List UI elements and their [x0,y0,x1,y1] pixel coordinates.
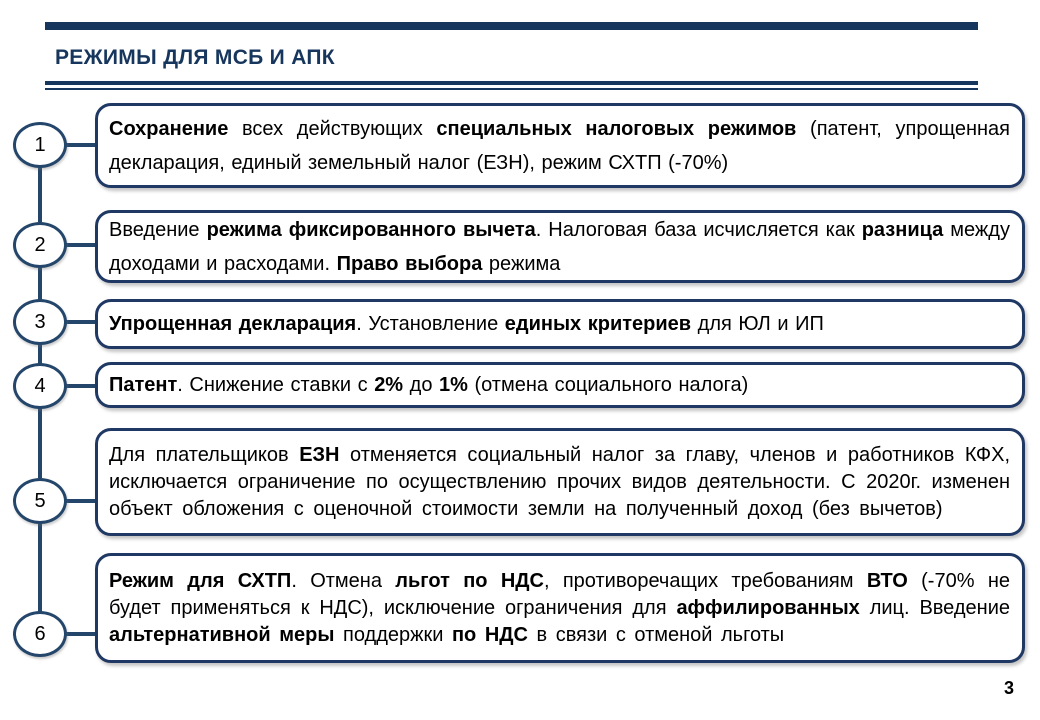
step-text-4: Патент. Снижение ставки с 2% до 1% (отмена социального налога) [109,374,749,396]
step-number-4: 4 [34,374,46,397]
step-text-2: Введение режима фиксированного вычета. Налоговая база исчисляется как разница между доходами и расходами. Право выбора режима [109,218,1010,275]
step-text-6: Режим для СХТП. Отмена льгот по НДС, противоречащих требованиям ВТО (-70% не будет применяться к НДС), исключение ограничения для аффилированных лиц. Введение альтернативной меры поддержки по НДС в связи с отменой льготы [109,569,1010,646]
title-underline-thick [45,81,978,85]
step-number-1: 1 [34,133,46,156]
step-text-3: Упрощенная декларация. Установление единых критериев для ЮЛ и ИП [109,313,824,335]
step-number-circle-2 [13,222,67,268]
connector-line-1 [62,143,97,147]
step-number-circle-5 [13,478,67,524]
title-underline-thin [45,88,978,90]
step-number-2: 2 [34,233,46,256]
step-number-5: 5 [34,489,46,512]
step-box-5 [95,428,1025,536]
page-number: 3 [1003,678,1014,698]
step-number-6: 6 [34,622,46,645]
step-text-5: Для плательщиков ЕЗН отменяется социальный налог за главу, членов и работников КФХ, исключается ограничение по осуществлению прочих видов деятельности. С 2020г. изменен объект обложения с оценочной стоимости земли на полученный доход (без вычетов) [109,443,1010,520]
connector-line-3 [62,320,97,324]
step-number-circle-6 [13,611,67,657]
step-box-4 [95,362,1025,408]
step-number-circle-3 [13,299,67,345]
page-title: РЕЖИМЫ ДЛЯ МСБ И АПК [55,46,335,69]
connector-line-4 [62,384,97,388]
connector-line-6 [62,632,97,636]
step-box-2 [95,210,1025,283]
step-number-circle-1 [13,122,67,168]
step-number-3: 3 [34,310,46,333]
connector-line-2 [62,243,97,247]
connector-line-5 [62,499,97,503]
step-box-3 [95,299,1025,349]
step-number-circle-4 [13,363,67,409]
step-box-1 [95,103,1025,188]
step-text-1: Сохранение всех действующих специальных налоговых режимов (патент, упрощенная декларация, единый земельный налог (ЕЗН), режим СХТП (-70%) [109,117,1010,174]
header-bar [45,22,978,30]
step-box-6 [95,553,1025,663]
